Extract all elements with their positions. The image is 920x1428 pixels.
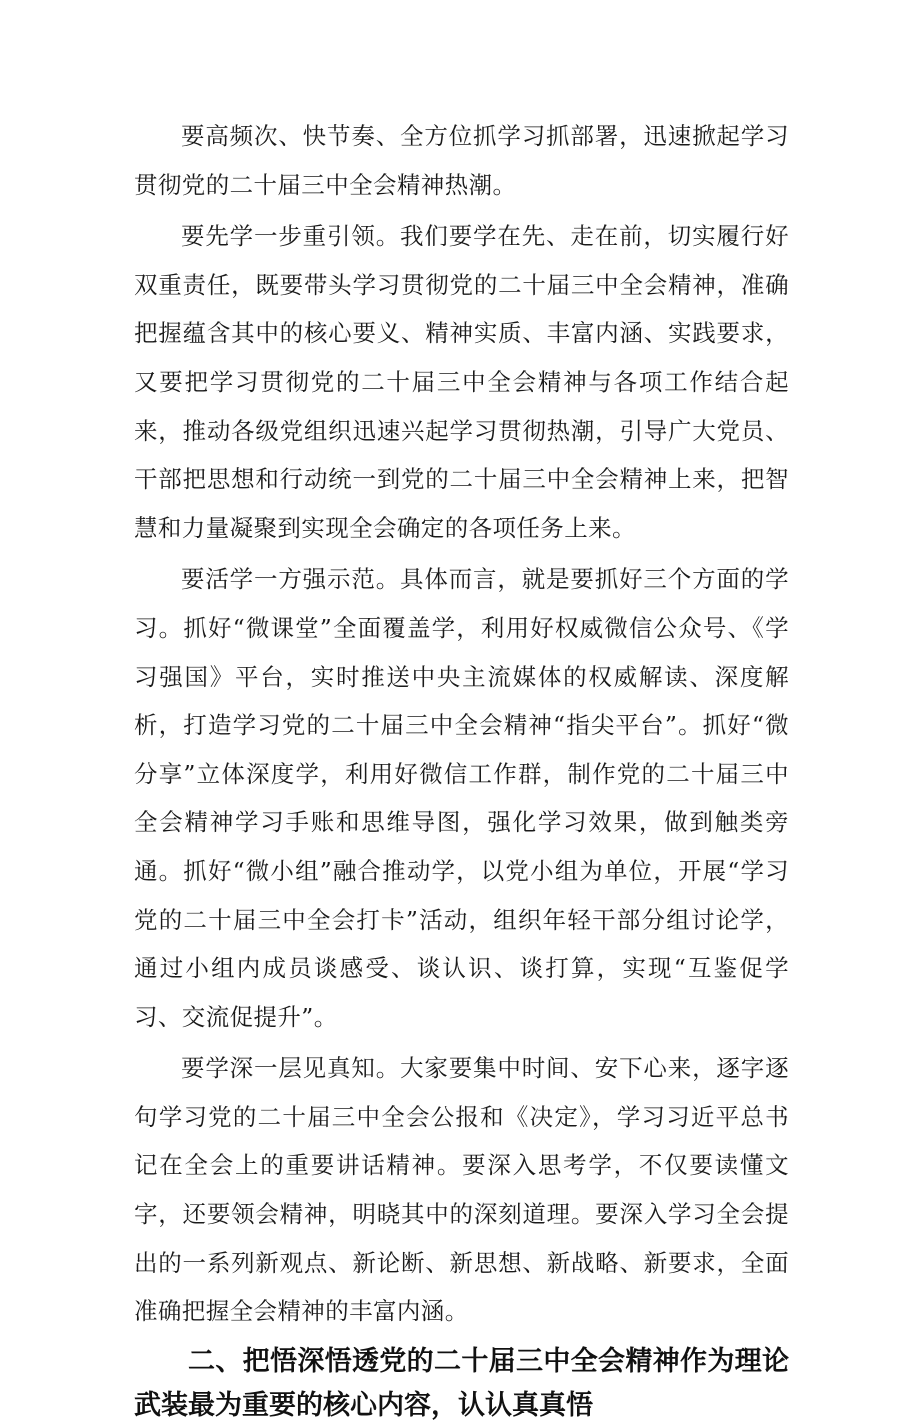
paragraph-3: 要活学一方强示范。具体而言，就是要抓好三个方面的学习。抓好“微课堂”全面覆盖学，利用好权威微信公众号、《学习强国》平台，实时推送中央主流媒体的权威解读、深度解析，打造学习党的二十届三中全会精神“指尖平台”。抓好“微分享”立体深度学，利用好微信工作群，制作党的二十届三中全会精神学习手账和思维导图，强化学习效果，做到触类旁通。抓好“微小组”融合推动学，以党小组为单位，开展“学习党的二十届三中全会打卡”活动，组织年轻干部分组讨论学，通过小组内成员谈感受、谈认识、谈打算，实现“互鉴促学习、交流促提升”。 bbox=[134, 565, 789, 1031]
paragraph-1: 要高频次、快节奏、全方位抓学习抓部署，迅速掀起学习贯彻党的二十届三中全会精神热潮。 bbox=[134, 122, 789, 199]
paragraph-4: 要学深一层见真知。大家要集中时间、安下心来，逐字逐句学习党的二十届三中全会公报和《决定》，学习习近平总书记在全会上的重要讲话精神。要深入思考学，不仅要读懂文字，还要领会精神，明晓其中的深刻道理。要深入学习全会提出的一系列新观点、新论断、新思想、新战略、新要求，全面准确把握全会精神的丰富内涵。 bbox=[134, 1054, 789, 1326]
paragraph-2: 要先学一步重引领。我们要学在先、走在前，切实履行好双重责任，既要带头学习贯彻党的二十届三中全会精神，准确把握蕴含其中的核心要义、精神实质、丰富内涵、实践要求，又要把学习贯彻党的二十届三中全会精神与各项工作结合起来，推动各级党组织迅速兴起学习贯彻热潮，引导广大党员、干部把思想和行动统一到党的二十届三中全会精神上来，把智慧和力量凝聚到实现全会确定的各项任务上来。 bbox=[134, 222, 789, 542]
section-heading: 二、把悟深悟透党的二十届三中全会精神作为理论武装最为重要的核心内容，认认真真悟 bbox=[134, 1345, 789, 1421]
document-body bbox=[134, 112, 789, 1428]
